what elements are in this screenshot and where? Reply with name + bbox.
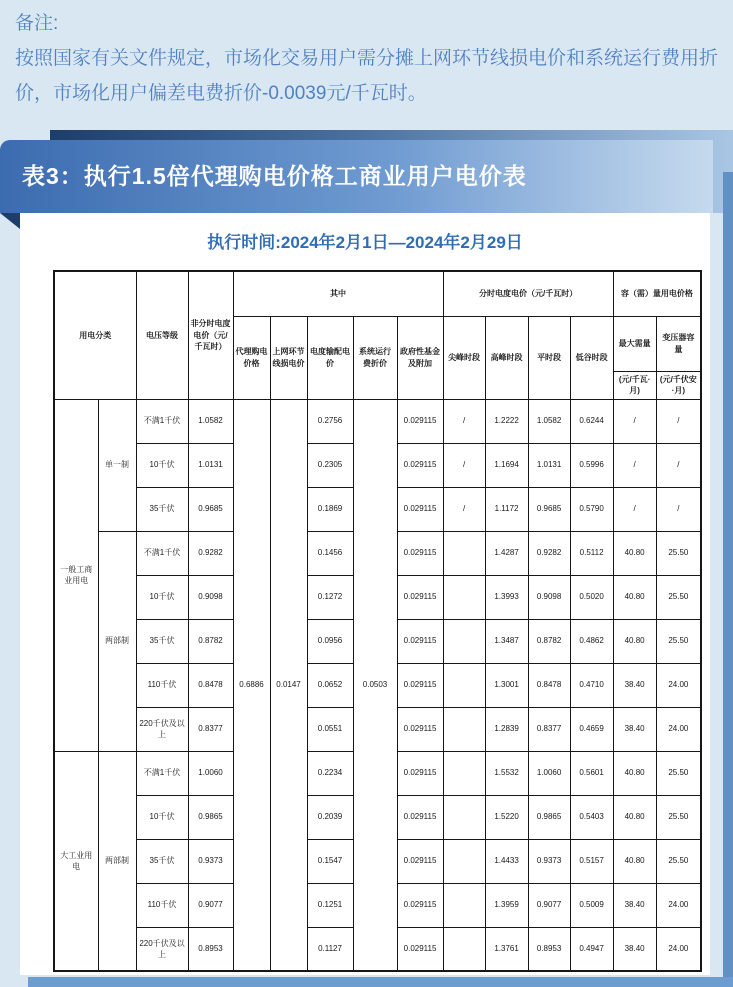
header-capacity-group: 容（需）量用电价格	[613, 271, 701, 316]
flat-price-cell: 1.0060	[188, 751, 233, 795]
flat-price-cell: 1.0131	[188, 443, 233, 487]
system-cell: 两部制	[98, 531, 136, 751]
transformer-cell: /	[656, 487, 701, 531]
max-demand-cell: 40.80	[613, 619, 656, 663]
government-fund-cell: 0.029115	[397, 399, 443, 443]
header-agency-price: 代理购电价格	[233, 316, 270, 399]
government-fund-cell: 0.029115	[397, 883, 443, 927]
flat-price-cell: 0.8377	[188, 707, 233, 751]
header-flat-price: 非分时电度电价（元/千瓦时）	[188, 271, 233, 399]
sharp-period-cell	[443, 839, 485, 883]
voltage-cell: 110千伏	[136, 663, 188, 707]
sharp-period-cell	[443, 883, 485, 927]
transformer-cell: /	[656, 443, 701, 487]
header-flat-period: 平时段	[528, 316, 570, 399]
sharp-period-cell	[443, 751, 485, 795]
right-accent-bar	[723, 172, 733, 987]
peak-period-cell: 1.2839	[485, 707, 528, 751]
transformer-cell: 24.00	[656, 883, 701, 927]
flat-period-cell: 1.0582	[528, 399, 570, 443]
peak-period-cell: 1.3487	[485, 619, 528, 663]
header-tou-group: 分时电度电价（元/千瓦时）	[443, 271, 613, 316]
flat-period-cell: 0.9373	[528, 839, 570, 883]
peak-period-cell: 1.5220	[485, 795, 528, 839]
voltage-cell: 10千伏	[136, 575, 188, 619]
distribution-cell: 0.1127	[307, 927, 353, 971]
voltage-cell: 35千伏	[136, 619, 188, 663]
flat-period-cell: 0.8782	[528, 619, 570, 663]
header-distribution: 电度输配电价	[307, 316, 353, 399]
valley-period-cell: 0.5157	[570, 839, 613, 883]
government-fund-cell: 0.029115	[397, 531, 443, 575]
voltage-cell: 不满1千伏	[136, 751, 188, 795]
flat-price-cell: 0.8782	[188, 619, 233, 663]
flat-period-cell: 0.8478	[528, 663, 570, 707]
peak-period-cell: 1.3959	[485, 883, 528, 927]
table-row	[54, 399, 701, 443]
max-demand-cell: /	[613, 399, 656, 443]
government-fund-cell: 0.029115	[397, 487, 443, 531]
valley-period-cell: 0.5790	[570, 487, 613, 531]
flat-period-cell: 0.9077	[528, 883, 570, 927]
voltage-cell: 10千伏	[136, 443, 188, 487]
sharp-period-cell: /	[443, 487, 485, 531]
flat-period-cell: 0.9098	[528, 575, 570, 619]
voltage-cell: 35千伏	[136, 839, 188, 883]
max-demand-cell: 38.40	[613, 663, 656, 707]
flat-price-cell: 0.9373	[188, 839, 233, 883]
flat-period-cell: 1.0131	[528, 443, 570, 487]
voltage-cell: 35千伏	[136, 487, 188, 531]
valley-period-cell: 0.4710	[570, 663, 613, 707]
distribution-cell: 0.1547	[307, 839, 353, 883]
peak-period-cell: 1.1694	[485, 443, 528, 487]
peak-period-cell: 1.3001	[485, 663, 528, 707]
voltage-cell: 不满1千伏	[136, 399, 188, 443]
price-table	[53, 270, 702, 972]
valley-period-cell: 0.4947	[570, 927, 613, 971]
sharp-period-cell	[443, 531, 485, 575]
peak-period-cell: 1.1172	[485, 487, 528, 531]
agency-price-cell: 0.6886	[233, 399, 270, 971]
header-sharp-period: 尖峰时段	[443, 316, 485, 399]
transformer-cell: 25.50	[656, 751, 701, 795]
government-fund-cell: 0.029115	[397, 443, 443, 487]
max-demand-cell: 40.80	[613, 839, 656, 883]
distribution-cell: 0.2234	[307, 751, 353, 795]
table-title: 表3：执行1.5倍代理购电价格工商业用户电价表	[22, 163, 527, 189]
table-row	[54, 271, 701, 316]
distribution-cell: 0.0551	[307, 707, 353, 751]
voltage-cell: 不满1千伏	[136, 531, 188, 575]
voltage-cell: 10千伏	[136, 795, 188, 839]
voltage-cell: 110千伏	[136, 883, 188, 927]
flat-price-cell: 0.8478	[188, 663, 233, 707]
government-fund-cell: 0.029115	[397, 575, 443, 619]
header-voltage-level: 电压等级	[136, 271, 188, 399]
valley-period-cell: 0.5403	[570, 795, 613, 839]
sharp-period-cell	[443, 795, 485, 839]
voltage-cell: 220千伏及以上	[136, 707, 188, 751]
banner-fold-corner	[0, 213, 20, 229]
distribution-cell: 0.1869	[307, 487, 353, 531]
sharp-period-cell	[443, 619, 485, 663]
peak-period-cell: 1.3761	[485, 927, 528, 971]
system-cell: 单一制	[98, 399, 136, 531]
table-title-banner	[0, 140, 713, 213]
flat-period-cell: 0.9865	[528, 795, 570, 839]
transformer-cell: 25.50	[656, 795, 701, 839]
system-fee-cell: 0.0503	[353, 399, 397, 971]
flat-period-cell: 0.9685	[528, 487, 570, 531]
sharp-period-cell	[443, 663, 485, 707]
flat-price-cell: 0.9077	[188, 883, 233, 927]
header-transformer-unit: (元/千伏安·月)	[656, 371, 701, 399]
valley-period-cell: 0.5009	[570, 883, 613, 927]
government-fund-cell: 0.029115	[397, 795, 443, 839]
distribution-cell: 0.2305	[307, 443, 353, 487]
distribution-cell: 0.0652	[307, 663, 353, 707]
header-grid-loss: 上网环节线损电价	[270, 316, 307, 399]
valley-period-cell: 0.5601	[570, 751, 613, 795]
sharp-period-cell	[443, 707, 485, 751]
header-valley-period: 低谷时段	[570, 316, 613, 399]
max-demand-cell: /	[613, 443, 656, 487]
flat-period-cell: 0.8953	[528, 927, 570, 971]
transformer-cell: 24.00	[656, 707, 701, 751]
header-peak-period: 高峰时段	[485, 316, 528, 399]
max-demand-cell: 40.80	[613, 795, 656, 839]
max-demand-cell: 38.40	[613, 707, 656, 751]
content-panel	[20, 213, 710, 975]
remark-label: 备注:	[15, 13, 59, 34]
effective-period: 执行时间:2024年2月1日—2024年2月29日	[207, 233, 523, 252]
max-demand-cell: 40.80	[613, 751, 656, 795]
grid-loss-cell: 0.0147	[270, 399, 307, 971]
header-among-group: 其中	[233, 271, 443, 316]
valley-period-cell: 0.5996	[570, 443, 613, 487]
valley-period-cell: 0.4862	[570, 619, 613, 663]
transformer-cell: 24.00	[656, 927, 701, 971]
valley-period-cell: 0.6244	[570, 399, 613, 443]
government-fund-cell: 0.029115	[397, 751, 443, 795]
voltage-cell: 220千伏及以上	[136, 927, 188, 971]
flat-price-cell: 0.9685	[188, 487, 233, 531]
transformer-cell: /	[656, 399, 701, 443]
valley-period-cell: 0.5020	[570, 575, 613, 619]
flat-price-cell: 0.8953	[188, 927, 233, 971]
government-fund-cell: 0.029115	[397, 927, 443, 971]
system-cell: 两部制	[98, 751, 136, 971]
peak-period-cell: 1.4287	[485, 531, 528, 575]
flat-price-cell: 1.0582	[188, 399, 233, 443]
transformer-cell: 25.50	[656, 575, 701, 619]
peak-period-cell: 1.2222	[485, 399, 528, 443]
max-demand-cell: 40.80	[613, 575, 656, 619]
header-max-demand: 最大需量	[613, 316, 656, 371]
max-demand-cell: 40.80	[613, 531, 656, 575]
flat-price-cell: 0.9282	[188, 531, 233, 575]
remark-body: 按照国家有关文件规定，市场化交易用户需分摊上网环节线损电价和系统运行费用折价，市场化用户偏差电费折价-0.0039元/千瓦时。	[15, 48, 719, 104]
distribution-cell: 0.1272	[307, 575, 353, 619]
max-demand-cell: 38.40	[613, 927, 656, 971]
distribution-cell: 0.1251	[307, 883, 353, 927]
header-usage-class: 用电分类	[54, 271, 136, 399]
sharp-period-cell: /	[443, 443, 485, 487]
peak-period-cell: 1.5532	[485, 751, 528, 795]
sharp-period-cell	[443, 575, 485, 619]
peak-period-cell: 1.4433	[485, 839, 528, 883]
flat-period-cell: 0.9282	[528, 531, 570, 575]
valley-period-cell: 0.4659	[570, 707, 613, 751]
government-fund-cell: 0.029115	[397, 663, 443, 707]
transformer-cell: 25.50	[656, 531, 701, 575]
max-demand-cell: /	[613, 487, 656, 531]
bottom-accent-bar	[28, 977, 733, 987]
remark-note	[15, 6, 721, 111]
price-table-wrap	[53, 270, 710, 972]
flat-price-cell: 0.9098	[188, 575, 233, 619]
transformer-cell: 24.00	[656, 663, 701, 707]
header-transformer: 变压器容量	[656, 316, 701, 371]
distribution-cell: 0.0956	[307, 619, 353, 663]
transformer-cell: 25.50	[656, 839, 701, 883]
flat-period-cell: 0.8377	[528, 707, 570, 751]
flat-price-cell: 0.9865	[188, 795, 233, 839]
max-demand-cell: 38.40	[613, 883, 656, 927]
distribution-cell: 0.2039	[307, 795, 353, 839]
transformer-cell: 25.50	[656, 619, 701, 663]
category-cell: 大工业用电	[54, 751, 98, 971]
government-fund-cell: 0.029115	[397, 839, 443, 883]
sharp-period-cell	[443, 927, 485, 971]
peak-period-cell: 1.3993	[485, 575, 528, 619]
sharp-period-cell: /	[443, 399, 485, 443]
header-government-fund: 政府性基金及附加	[397, 316, 443, 399]
government-fund-cell: 0.029115	[397, 707, 443, 751]
distribution-cell: 0.1456	[307, 531, 353, 575]
government-fund-cell: 0.029115	[397, 619, 443, 663]
valley-period-cell: 0.5112	[570, 531, 613, 575]
header-system-fee: 系统运行费折价	[353, 316, 397, 399]
flat-period-cell: 1.0060	[528, 751, 570, 795]
distribution-cell: 0.2756	[307, 399, 353, 443]
category-cell: 一般工商业用电	[54, 399, 98, 751]
header-demand-unit: (元/千瓦·月)	[613, 371, 656, 399]
